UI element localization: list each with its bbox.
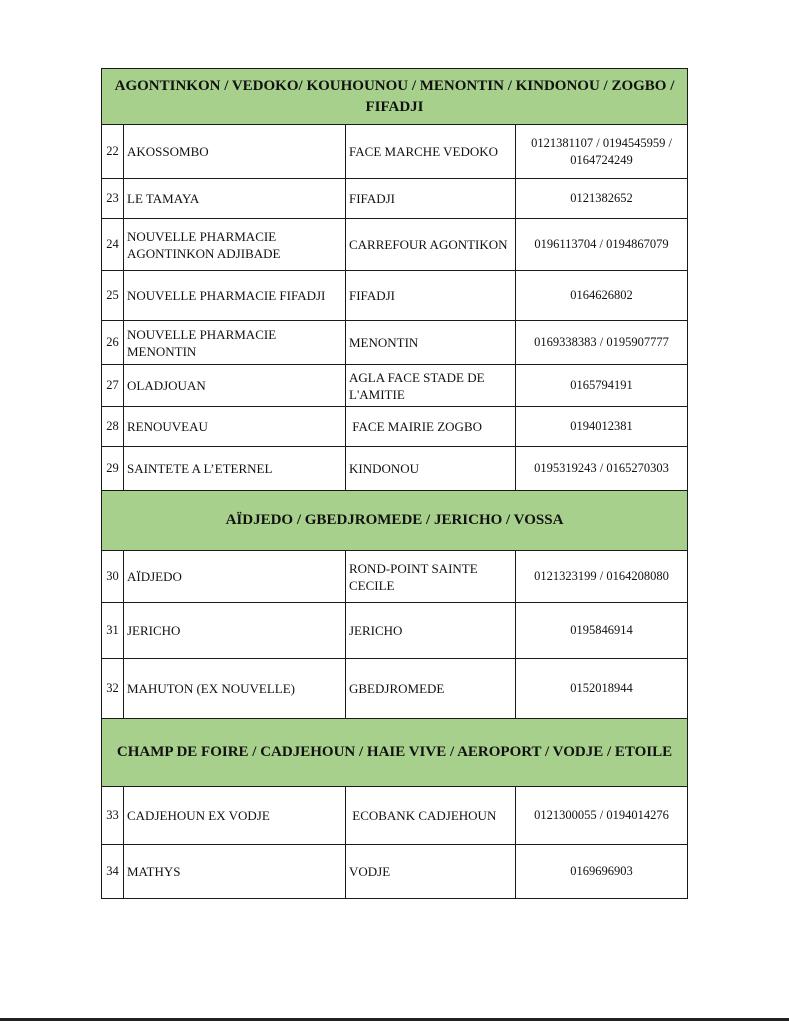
row-number: 22: [102, 125, 124, 179]
table-row: [102, 365, 688, 407]
pharmacy-phone: 0165794191: [516, 365, 688, 407]
pharmacy-phone: 0152018944: [516, 659, 688, 719]
row-number: 27: [102, 365, 124, 407]
table-row: [102, 845, 688, 899]
table-row: [102, 321, 688, 365]
pharmacy-address: VODJE: [346, 845, 516, 899]
pharmacy-phone: 0195319243 / 0165270303: [516, 447, 688, 491]
pharmacy-name: SAINTETE A L’ETERNEL: [124, 447, 346, 491]
pharmacy-address: MENONTIN: [346, 321, 516, 365]
pharmacy-address: GBEDJROMEDE: [346, 659, 516, 719]
pharmacy-address: AGLA FACE STADE DE L'AMITIE: [346, 365, 516, 407]
pharmacy-phone: 0121300055 / 0194014276: [516, 787, 688, 845]
row-number: 34: [102, 845, 124, 899]
table-row: [102, 787, 688, 845]
pharmacy-address: ROND-POINT SAINTE CECILE: [346, 551, 516, 603]
pharmacy-table: [101, 68, 688, 899]
pharmacy-address: FACE MARCHE VEDOKO: [346, 125, 516, 179]
pharmacy-phone: 0194012381: [516, 407, 688, 447]
pharmacy-address: FACE MAIRIE ZOGBO: [346, 407, 516, 447]
pharmacy-phone: 0121381107 / 0194545959 / 0164724249: [516, 125, 688, 179]
pharmacy-address: KINDONOU: [346, 447, 516, 491]
table-row: [102, 271, 688, 321]
pharmacy-address: CARREFOUR AGONTIKON: [346, 219, 516, 271]
pharmacy-name: AKOSSOMBO: [124, 125, 346, 179]
pharmacy-name: OLADJOUAN: [124, 365, 346, 407]
pharmacy-name: MATHYS: [124, 845, 346, 899]
table-row: [102, 659, 688, 719]
table-row: [102, 179, 688, 219]
pharmacy-address: JERICHO: [346, 603, 516, 659]
table-row: [102, 125, 688, 179]
pharmacy-name: MAHUTON (EX NOUVELLE): [124, 659, 346, 719]
pharmacy-address: FIFADJI: [346, 179, 516, 219]
pharmacy-address: ECOBANK CADJEHOUN: [346, 787, 516, 845]
pharmacy-phone: 0169696903: [516, 845, 688, 899]
pharmacy-phone: 0196113704 / 0194867079: [516, 219, 688, 271]
table-row: [102, 551, 688, 603]
pharmacy-name: RENOUVEAU: [124, 407, 346, 447]
pharmacy-name: CADJEHOUN EX VODJE: [124, 787, 346, 845]
row-number: 32: [102, 659, 124, 719]
pharmacy-address: FIFADJI: [346, 271, 516, 321]
row-number: 31: [102, 603, 124, 659]
row-number: 24: [102, 219, 124, 271]
row-number: 29: [102, 447, 124, 491]
table-row: [102, 219, 688, 271]
row-number: 23: [102, 179, 124, 219]
pharmacy-name: NOUVELLE PHARMACIE FIFADJI: [124, 271, 346, 321]
row-number: 28: [102, 407, 124, 447]
pharmacy-name: JERICHO: [124, 603, 346, 659]
table-row: [102, 603, 688, 659]
table-row: [102, 447, 688, 491]
pharmacy-phone: 0195846914: [516, 603, 688, 659]
pharmacy-name: NOUVELLE PHARMACIE AGONTINKON ADJIBADE: [124, 219, 346, 271]
row-number: 26: [102, 321, 124, 365]
pharmacy-name: LE TAMAYA: [124, 179, 346, 219]
section-title: CHAMP DE FOIRE / CADJEHOUN / HAIE VIVE / AEROPORT / VODJE / ETOILE: [102, 719, 688, 787]
pharmacy-name: NOUVELLE PHARMACIE MENONTIN: [124, 321, 346, 365]
section-header: [102, 719, 688, 787]
section-header: [102, 491, 688, 551]
section-header: [102, 69, 688, 125]
pharmacy-phone: 0121323199 / 0164208080: [516, 551, 688, 603]
pharmacy-phone: 0169338383 / 0195907777: [516, 321, 688, 365]
row-number: 25: [102, 271, 124, 321]
section-title: AÏDJEDO / GBEDJROMEDE / JERICHO / VOSSA: [102, 491, 688, 551]
row-number: 33: [102, 787, 124, 845]
pharmacy-phone: 0121382652: [516, 179, 688, 219]
pharmacy-phone: 0164626802: [516, 271, 688, 321]
pharmacy-name: AÏDJEDO: [124, 551, 346, 603]
table-row: [102, 407, 688, 447]
page-bottom-rule: [0, 1018, 789, 1021]
row-number: 30: [102, 551, 124, 603]
pharmacy-table-page: [101, 68, 687, 899]
section-title: AGONTINKON / VEDOKO/ KOUHOUNOU / MENONTIN / KINDONOU / ZOGBO / FIFADJI: [102, 69, 688, 125]
